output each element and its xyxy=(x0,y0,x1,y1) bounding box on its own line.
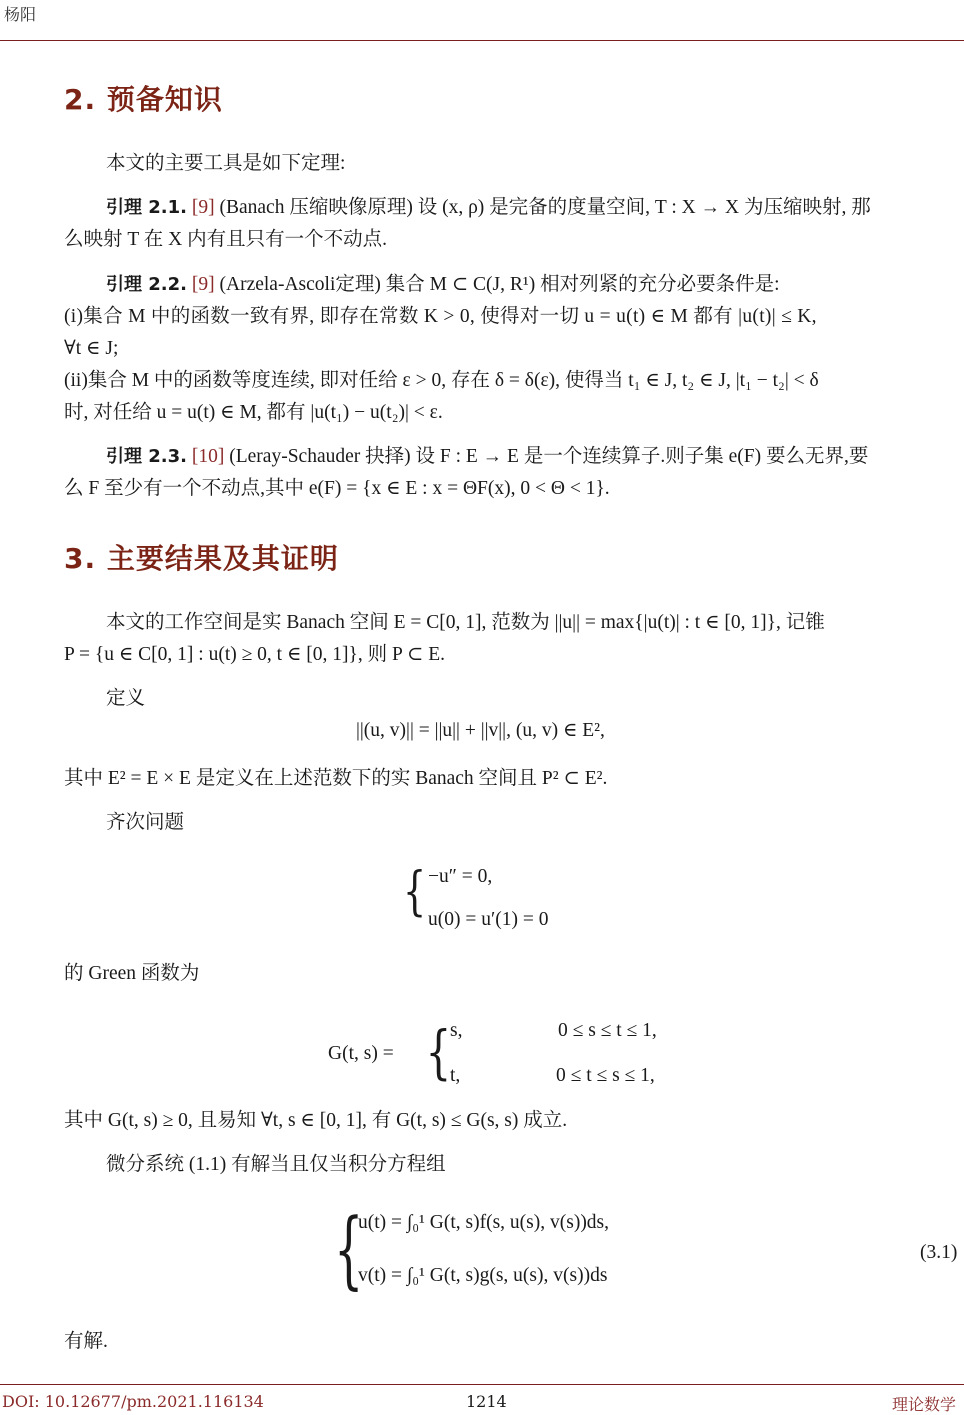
lemma-2-2-citation[interactable]: [9] xyxy=(191,274,215,295)
green-case1-condition: 0 ≤ s ≤ t ≤ 1, xyxy=(558,1020,657,1041)
lemma-2-1-line1 xyxy=(106,191,871,224)
lemma-2-3-citation[interactable]: [10] xyxy=(191,446,225,467)
lemma-2-2-label: 引理 2.2. xyxy=(106,274,187,295)
e2-paragraph: 其中 E² = E × E 是定义在上述范数下的实 Banach 空间且 P² ⊂ E². xyxy=(64,768,608,789)
define-label: 定义 xyxy=(106,688,146,709)
workspace-paragraph-line2: P = {u ∈ C[0, 1] : u(t) ≥ 0, t ∈ [0, 1]}, 则 P ⊂ E. xyxy=(64,644,446,665)
has-solution-text: 有解. xyxy=(64,1331,108,1352)
green-function-label: 的 Green 函数为 xyxy=(64,963,200,984)
homogeneous-equation-row1: −u″ = 0, xyxy=(428,866,493,887)
green-case2-value: t, xyxy=(450,1065,461,1086)
left-brace-integral: { xyxy=(334,1200,364,1298)
header-rule xyxy=(0,40,964,41)
lemma-2-2-condition-i-cont: ∀t ∈ J; xyxy=(64,338,119,359)
workspace-paragraph-line1: 本文的工作空间是实 Banach 空间 E = C[0, 1], 范数为 ||u|| = max{|u(t)| : t ∈ [0, 1]}, 记锥 xyxy=(106,612,825,633)
lemma-2-1-citation[interactable]: [9] xyxy=(191,197,215,218)
lemma-2-2-line1 xyxy=(106,268,780,301)
lemma-2-1-label: 引理 2.1. xyxy=(106,197,187,218)
equation-tag-3-1: (3.1) xyxy=(920,1242,958,1263)
homogeneous-problem-label: 齐次问题 xyxy=(106,812,185,833)
homogeneous-equation-row2: u(0) = u′(1) = 0 xyxy=(428,909,549,930)
green-function-lhs: G(t, s) = xyxy=(328,1043,394,1064)
differential-system-paragraph: 微分系统 (1.1) 有解当且仅当积分方程组 xyxy=(106,1154,446,1175)
green-case1-value: s, xyxy=(450,1020,463,1041)
lemma-2-3-label: 引理 2.3. xyxy=(106,446,187,467)
integral-equation-row1: u(t) = ∫₀¹ G(t, s)f(s, u(s), v(s))ds, xyxy=(358,1212,610,1233)
footer-rule xyxy=(0,1384,964,1385)
footer-page-number: 1214 xyxy=(466,1392,507,1411)
running-header-author: 杨阳 xyxy=(4,5,37,24)
lemma-2-3-text: (Leray-Schauder 抉择) 设 F : E → E 是一个连续算子.则子集 e(F) 要么无界,要 xyxy=(229,446,869,467)
green-case2-condition: 0 ≤ t ≤ s ≤ 1, xyxy=(556,1065,655,1086)
lemma-2-2-condition-i: (i)集合 M 中的函数一致有界, 即存在常数 K > 0, 使得对一切 u = u(t) ∈ M 都有 |u(t)| ≤ K, xyxy=(64,306,817,327)
footer-doi-link[interactable]: DOI: 10.12677/pm.2021.116134 xyxy=(2,1392,264,1411)
norm-equation: ||(u, v)|| = ||u|| + ||v||, (u, v) ∈ E², xyxy=(356,720,605,741)
lemma-2-1-text: (Banach 压缩映像原理) 设 (x, ρ) 是完备的度量空间, T : X → X 为压缩映射, 那 xyxy=(219,197,871,218)
lemma-2-3-line2: 么 F 至少有一个不动点,其中 e(F) = {x ∈ E : x = ΘF(x), 0 < Θ < 1}. xyxy=(64,478,610,499)
lemma-2-2-text: (Arzela-Ascoli定理) 集合 M ⊂ C(J, R¹) 相对列紧的充分必要条件是: xyxy=(219,274,780,295)
lemma-2-3-line1 xyxy=(106,440,868,473)
section-2-title: 2. 预备知识 xyxy=(64,83,223,116)
lemma-2-2-condition-ii: (ii)集合 M 中的函数等度连续, 即对任给 ε > 0, 存在 δ = δ(ε), 使得当 t₁ ∈ J, t₂ ∈ J, |t₁ − t₂| < δ xyxy=(64,370,819,391)
left-brace-green: { xyxy=(425,1018,452,1086)
integral-equation-row2: v(t) = ∫₀¹ G(t, s)g(s, u(s), v(s))ds xyxy=(358,1265,608,1286)
left-brace-homogeneous: { xyxy=(402,862,427,922)
lemma-2-1-line2: 么映射 T 在 X 内有且只有一个不动点. xyxy=(64,229,388,250)
green-property-paragraph: 其中 G(t, s) ≥ 0, 且易知 ∀t, s ∈ [0, 1], 有 G(t, s) ≤ G(s, s) 成立. xyxy=(64,1110,568,1131)
intro-paragraph: 本文的主要工具是如下定理: xyxy=(106,153,346,174)
footer-journal-name[interactable]: 理论数学 xyxy=(892,1395,957,1414)
lemma-2-2-condition-ii-cont: 时, 对任给 u = u(t) ∈ M, 都有 |u(t₁) − u(t₂)| < ε. xyxy=(64,402,443,423)
section-3-title: 3. 主要结果及其证明 xyxy=(64,542,339,575)
